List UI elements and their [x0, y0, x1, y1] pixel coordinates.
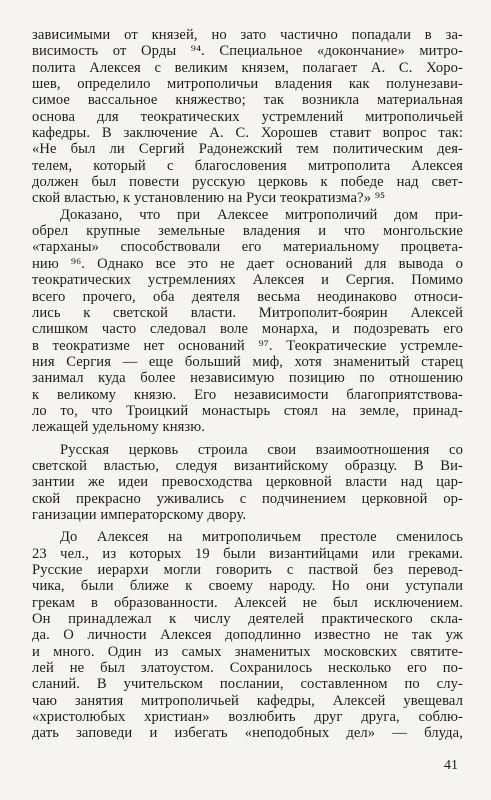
text-line: Русские иерархи могли говорить с паствой без перевод-	[32, 562, 463, 578]
text-line: «Не был ли Сергий Радонежский тем политическим дея-	[32, 141, 463, 158]
text-line: ской прекрасно уживались с подчинением церковной ор-	[32, 490, 463, 507]
text-line: да. О личности Алексея доподлинно известно не так уж	[32, 627, 463, 644]
text-line: зантии же идеи превосходства церковной власти над цар-	[32, 474, 463, 491]
text-line: ганизации императорскому двору.	[32, 506, 247, 523]
text-line: «тарханы» способствовали его материальному процвета-	[32, 239, 463, 256]
text-line: лежащей удельному князю.	[32, 419, 206, 436]
text-line: телем, который с благословения митрополита Алексея	[32, 157, 463, 174]
text-line: и много. Один из самых знаменитых московских святите-	[32, 643, 463, 660]
text-line: Он принадлежал к числу деятелей практического скла-	[32, 611, 463, 628]
text-line: Русская церковь строила свои взаимоотношения со	[60, 441, 463, 458]
text-line: лей не был златоустом. Сохранилось несколько его по-	[32, 660, 463, 677]
text-line: слишком часто следовал воле монарха, и подозревать его	[32, 321, 463, 338]
text-line: ния Сергия — еще больший миф, хотя знаменитый старец	[32, 353, 463, 370]
text-line: полита Алексея с великим князем, полагает А. С. Хоро-	[32, 59, 463, 76]
text-line: грекам в образованности. Алексей не был исключением.	[32, 594, 463, 611]
text-line: ской властью, к установлению на Руси теократизма?» ⁹⁵	[32, 190, 386, 207]
paragraph-2	[32, 207, 463, 436]
text-line: дать заповеди и избегать «неподобных дел» — блуда,	[32, 725, 463, 742]
text-line: 23 чел., из которых 19 были византийцами или греками.	[32, 545, 463, 562]
text-line: светской властью, следуя византийскому образцу. В Ви-	[32, 457, 463, 474]
text-line: висимость от Орды ⁹⁴. Специальное «докончание» митро-	[32, 43, 463, 60]
paragraph-3	[32, 442, 463, 524]
text-line: основа для теократических устремлений митрополичьей	[32, 108, 463, 125]
text-line: в теократизме нет оснований ⁹⁷. Теократические устремле-	[32, 337, 463, 354]
text-line: До Алексея на митрополичьем престоле сменилось	[60, 529, 463, 546]
text-line: Доказано, что при Алексее митрополичий дом при-	[60, 206, 463, 223]
page-number: 41	[444, 758, 458, 773]
page-text	[32, 27, 463, 742]
text-line: зависимыми от князей, но зато частично попадали в за-	[32, 27, 463, 43]
text-line: лись к светской власти. Митрополит-боярин Алексей	[32, 304, 463, 321]
text-line: занимал куда более независимую позицию по отношению	[32, 370, 463, 387]
text-line: шев, определило митрополичьи владения как полунезави-	[32, 76, 463, 93]
text-line: обрел крупные земельные владения и что монгольские	[32, 223, 463, 240]
text-line: симое вассальное княжество; так возникла материальная	[32, 92, 463, 109]
text-line: чаю занятия митрополичьей кафедры, Алексей увещевал	[32, 692, 463, 709]
text-line: кафедры. В заключение А. С. Хорошев ставит вопрос так:	[32, 125, 463, 142]
text-line: всего прочего, оба деятеля весьма неодинаково относи-	[32, 288, 463, 305]
paragraph-1	[32, 27, 463, 207]
text-line: теократических устремлениях Алексея и Сергия. Помимо	[32, 272, 463, 289]
text-line: «христолюбых христиан» возлюбить друг друга, соблю-	[32, 709, 463, 726]
text-line: ло то, что Троицкий монастырь стоял на земле, принад-	[32, 402, 463, 419]
text-line: сланий. В учительском послании, составленном по слу-	[32, 676, 463, 693]
text-line: чика, были ближе к своему народу. Но они уступали	[32, 578, 463, 595]
text-line: нию ⁹⁶. Однако все это не дает оснований для вывода о	[32, 255, 463, 272]
text-line: к великому князю. Его независимости благоприятствова-	[32, 386, 463, 403]
paragraph-4	[32, 529, 463, 741]
text-line: должен был повести русскую церковь к победе над свет-	[32, 174, 463, 191]
